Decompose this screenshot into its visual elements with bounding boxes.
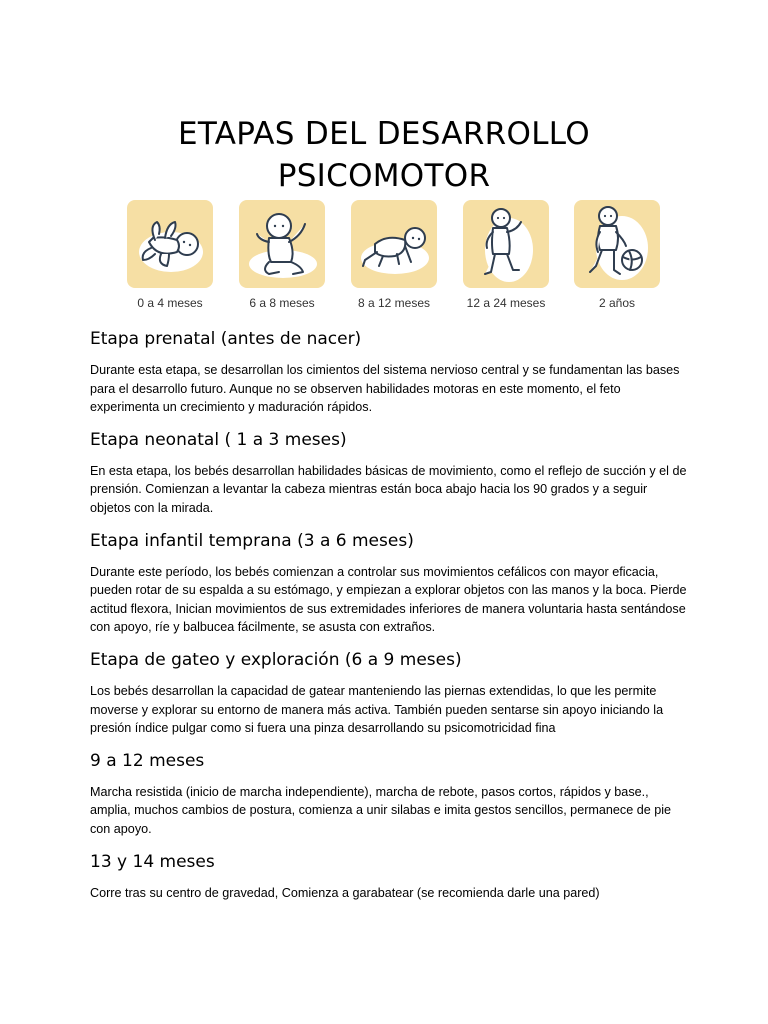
development-stages-figure (0, 200, 768, 320)
section-prenatal (90, 326, 690, 417)
stage-label: 8 a 12 meses (357, 296, 431, 310)
section-heading: 9 a 12 meses (90, 750, 205, 771)
document-title (0, 113, 768, 197)
stage-item (451, 200, 561, 310)
section-infantil-temprana (90, 528, 690, 637)
stage-tile (351, 200, 437, 288)
section-paragraph: Corre tras su centro de gravedad, Comienza a garabatear (se recomienda darle una pared) (90, 885, 600, 900)
stage-tile (463, 200, 549, 288)
section-paragraph: En esta etapa, los bebés desarrollan habilidades básicas de movimiento, como el reflejo de succión y el de prensión. Comienzan a levantar la cabeza mientras están boca abajo hacia los 90 grados y a seguir objetos con la mirada. (90, 463, 687, 515)
section-heading: Etapa de gateo y exploración (6 a 9 meses) (90, 649, 462, 670)
stage-tile (127, 200, 213, 288)
baby-on-back-icon (127, 200, 213, 288)
title-line-1: ETAPAS DEL DESARROLLO (178, 115, 590, 152)
stage-label: 0 a 4 meses (137, 296, 203, 310)
baby-crawling-icon (351, 200, 437, 288)
section-paragraph: Marcha resistida (inicio de marcha independiente), marcha de rebote, pasos cortos, rápidos y base., amplia, muchos cambios de postura, comienza a unir silabas e imita gestos sencillos, permanece de pie con apoyo. (90, 784, 672, 836)
section-heading: Etapa neonatal ( 1 a 3 meses) (90, 429, 347, 450)
section-paragraph: Los bebés desarrollan la capacidad de gatear manteniendo las piernas extendidas, lo que les permite moverse y explorar su entorno de manera más activa. También pueden sentarse sin apoyo iniciando la presión índice pulgar como si fuera una pinza desarrollando su psicomotricidad fina (90, 683, 664, 736)
section-neonatal (90, 427, 690, 518)
stage-label: 6 a 8 meses (249, 296, 315, 310)
toddler-walking-icon (463, 200, 549, 288)
stage-item (339, 200, 449, 310)
stage-item (227, 200, 337, 310)
section-heading: Etapa prenatal (antes de nacer) (90, 329, 362, 349)
stage-item (115, 200, 225, 310)
section-heading: 13 y 14 meses (90, 851, 215, 872)
section-paragraph: Durante este período, los bebés comienzan a controlar sus movimientos cefálicos con mayor eficacia, pueden rotar de su espalda a su estómago, y empiezan a explorar objetos con las manos y la boca. Pierde actitud flexora, Inician movimientos de sus extremidades inferiores de manera voluntaria hasta sentándose con apoyo, ríe y balbucea fácilmente, se asusta con extraños. (90, 564, 687, 635)
section-13-14-meses (90, 849, 690, 903)
stage-tile (574, 200, 660, 288)
title-line-2: PSICOMOTOR (277, 157, 491, 194)
document-body (90, 326, 690, 912)
section-9-12-meses (90, 748, 690, 839)
section-gateo (90, 647, 690, 738)
stage-label: 12 a 24 meses (466, 296, 546, 310)
stage-tile (239, 200, 325, 288)
child-with-ball-icon (574, 200, 660, 288)
stage-label: 2 años (598, 296, 636, 310)
section-paragraph: Durante esta etapa, se desarrollan los cimientos del sistema nervioso central y se fundamentan las bases para el desarrollo futuro. Aunque no se observen habilidades motoras en este momento, el feto experimenta un crecimiento y maduración rápidos. (90, 363, 680, 415)
section-heading: Etapa infantil temprana (3 a 6 meses) (90, 530, 414, 551)
baby-sitting-icon (239, 200, 325, 288)
stage-item (562, 200, 672, 310)
